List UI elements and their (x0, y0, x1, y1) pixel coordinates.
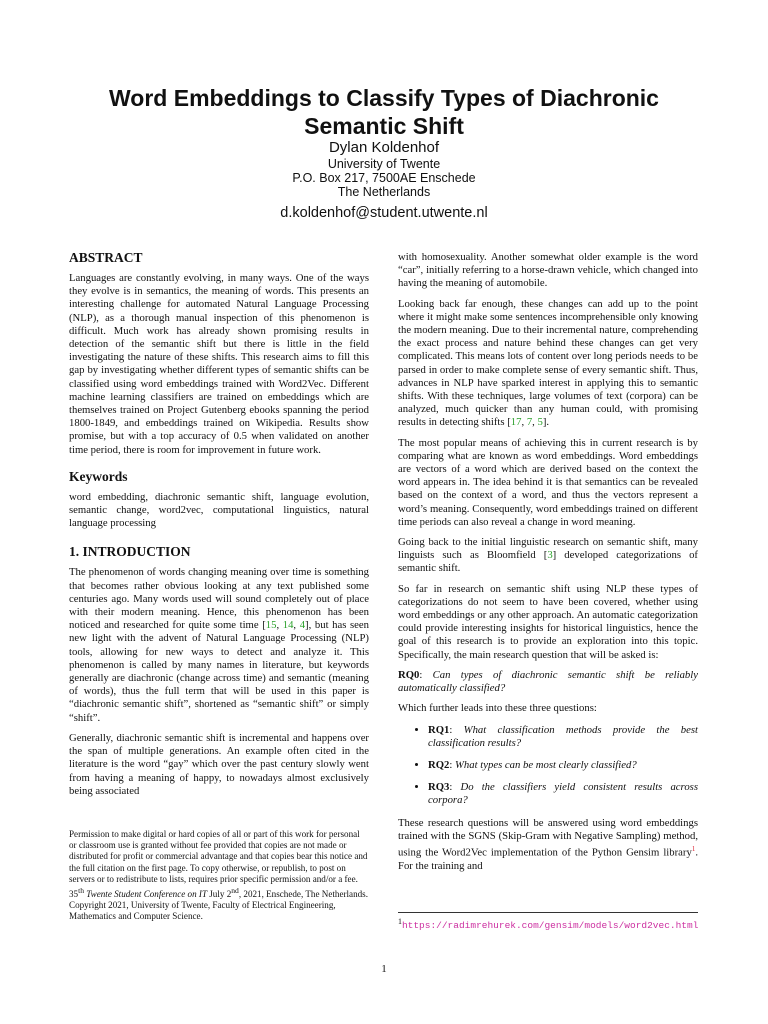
intro-paragraph-7: So far in research on semantic shift using NLP these types of categorizations do not seem to have been covered, whether using word embeddings or any other approach. An automatic categorization could provide interesting insights for historical linguistics, hence the goal of this research is to provide an exploration into this topic. Specifically, the main research question that will be asked is: (398, 582, 698, 661)
intro-paragraph-6: Going back to the initial linguistic research on semantic shift, many linguists such as Bloomfield [3] developed categorizations of semantic shift. (398, 536, 698, 575)
author-affiliation: University of Twente (327, 157, 441, 171)
permission-notice: Permission to make digital or hard copies of all or part of this work for personal or classroom use is granted without fee provided that copies are not made or distributed for profit or commercial advantage and that copies bear this notice and the full citation on the first page. To copy otherwise, or republish, to post on servers or to redistribute to lists, requires prior specific permission and/or a fee. 35th Twente Student Conference on IT July 2nd, 2021, Enschede, The Netherlands. Copyright 2021, University of Twente, Faculty of Electrical Engineering, Mathematics and Computer Science. (69, 829, 368, 922)
paper-title: Word Embeddings to Classify Types of Diachronic Semantic Shift (109, 85, 659, 139)
citation-link[interactable]: 14 (282, 619, 294, 632)
keywords-heading: Keywords (69, 468, 128, 484)
page-number: 1 (381, 963, 387, 975)
citation-link[interactable]: 3 (547, 549, 553, 562)
intro-paragraph-4: Looking back far enough, these changes can add up to the point where it might make some sentences incomprehensible only knowing the modern meaning. Due to their incremental nature, comprehending the exact process and nature behind these changes can get very complicated. This means lots of content over long periods needs to be parsed in order to make complete sense of every semantic shift. Thus, advances in NLP have sparked interest in applying this to semantic shifts. With these techniques, large volumes of text (corpora) can be analyzed, much quicker than any human could, with promising results in detecting shifts [17, 7, 5]. (398, 297, 698, 429)
intro-paragraph-8: These research questions will be answered using word embeddings trained with the SGNS (Skip-Gram with Negative Sampling) method, using the Word2Vec implementation of the Python Gensim library$^1$. For the training and (398, 816, 698, 872)
copyright-notice: Copyright 2021, University of Twente, Faculty of Electrical Engineering, Mathematics and Computer Science. (69, 900, 336, 922)
citation-link[interactable]: 5 (537, 416, 543, 429)
citation-link[interactable]: 17 (510, 416, 522, 429)
abstract-text: Languages are constantly evolving, in many ways. One of the ways they evolve is in semantics, the meaning of words. This presents an interesting challenge for automated Natural Language Processing (NLP), as a thorough manual inspection of this phenomenon is difficult. Much work has already shown promising results in detection of the semantic shift but there is little in the field investigating the nature of these shifts. This research aims to fill this gap by investigating whether different types of semantic shifts can be classified using word embeddings trained with Word2Vec. Different machine learning classifiers are trained on embeddings which are themselves trained on Project Gutenberg ebooks spanning the period 1800-1849, and embeddings trained on Wikipedia. Results show promise, but with a top accuracy of 0.5 when validated on another time period, there is room for improvement in future work. (69, 272, 369, 456)
conference-info: 35th Twente Student Conference on IT July 2nd, 2021, Enschede, The Netherlands. (69, 886, 368, 900)
citation-link[interactable]: 15 (265, 619, 277, 632)
footnote: $^1$https://radimrehurek.com/gensim/models/word2vec.html (398, 912, 698, 932)
footnote-marker[interactable]: 1 (691, 844, 696, 853)
research-question-list (398, 724, 698, 808)
author-email[interactable]: d.koldenhof@student.utwente.nl (280, 205, 488, 221)
intro-paragraph-5: The most popular means of achieving this in current research is by comparing what are known as word embeddings. Word embeddings are vectors of a word which are derived based on the context the word appears in. The idea behind it is that semantics can be revealed based on the context of a word, and thus the vectors represent a word’s meaning. Consequently, word embeddings trained on different time periods can also reveal a change in word meaning. (398, 436, 698, 528)
author-block (160, 139, 608, 222)
introduction-heading: 1. INTRODUCTION (69, 544, 191, 560)
intro-paragraph-2: Generally, diachronic semantic shift is incremental and happens over the span of multiple generations. An example often cited in the literature is the word “gay” which over the past century slowly went from having a meaning of happy, to nowadays almost exclusively being associated (69, 731, 369, 797)
footnote-url[interactable]: https://radimrehurek.com/gensim/models/word2vec.html (401, 920, 699, 932)
keywords-text: word embedding, diachronic semantic shift, language evolution, semantic change, word2vec, computational linguistics, natural language processing (69, 490, 369, 530)
intro-paragraph-3: with homosexuality. Another somewhat older example is the word “car”, initially referring to a horse-drawn vehicle, which changed into having the meaning of automobile. (398, 251, 698, 290)
citation-link[interactable]: 4 (299, 619, 306, 632)
right-column (398, 251, 698, 880)
author-address: P.O. Box 217, 7500AE Enschede (292, 171, 476, 185)
citation-link[interactable]: 7 (526, 416, 533, 429)
author-name: Dylan Koldenhof (328, 139, 440, 156)
author-country: The Netherlands (337, 185, 431, 199)
left-column (69, 250, 369, 805)
intro-paragraph-1: The phenomenon of words changing meaning over time is something that becomes rather obvious looking at any text published some centuries ago. Many words used will sound completely out of place with their modern meaning. Hence, this phenomenon has been noticed and researched for quite some time [15, 14, 4], but has seen new light with the advent of Natural Language Processing (NLP) tools, allowing for new ways to detect and analyze it. This phenomenon is called by many names in literature, but keywords generally are diachronic (change across time) and semantic (meaning of words), thus the full term that will be used in this paper is “diachronic semantic shift”, shortened as “semantic shift” or simply “shift”. (69, 566, 369, 724)
research-question-item: • RQ1: What classification methods provide the best classification results? (428, 724, 698, 750)
research-question-item: • RQ2: What types can be most clearly classified? (428, 759, 698, 772)
research-question-0: RQ0: Can types of diachronic semantic shift be reliably automatically classified? (398, 668, 698, 695)
research-questions-lead: Which further leads into these three questions: (398, 702, 597, 715)
research-question-item: • RQ3: Do the classifiers yield consistent results across corpora? (428, 781, 698, 807)
abstract-heading: ABSTRACT (69, 250, 143, 265)
